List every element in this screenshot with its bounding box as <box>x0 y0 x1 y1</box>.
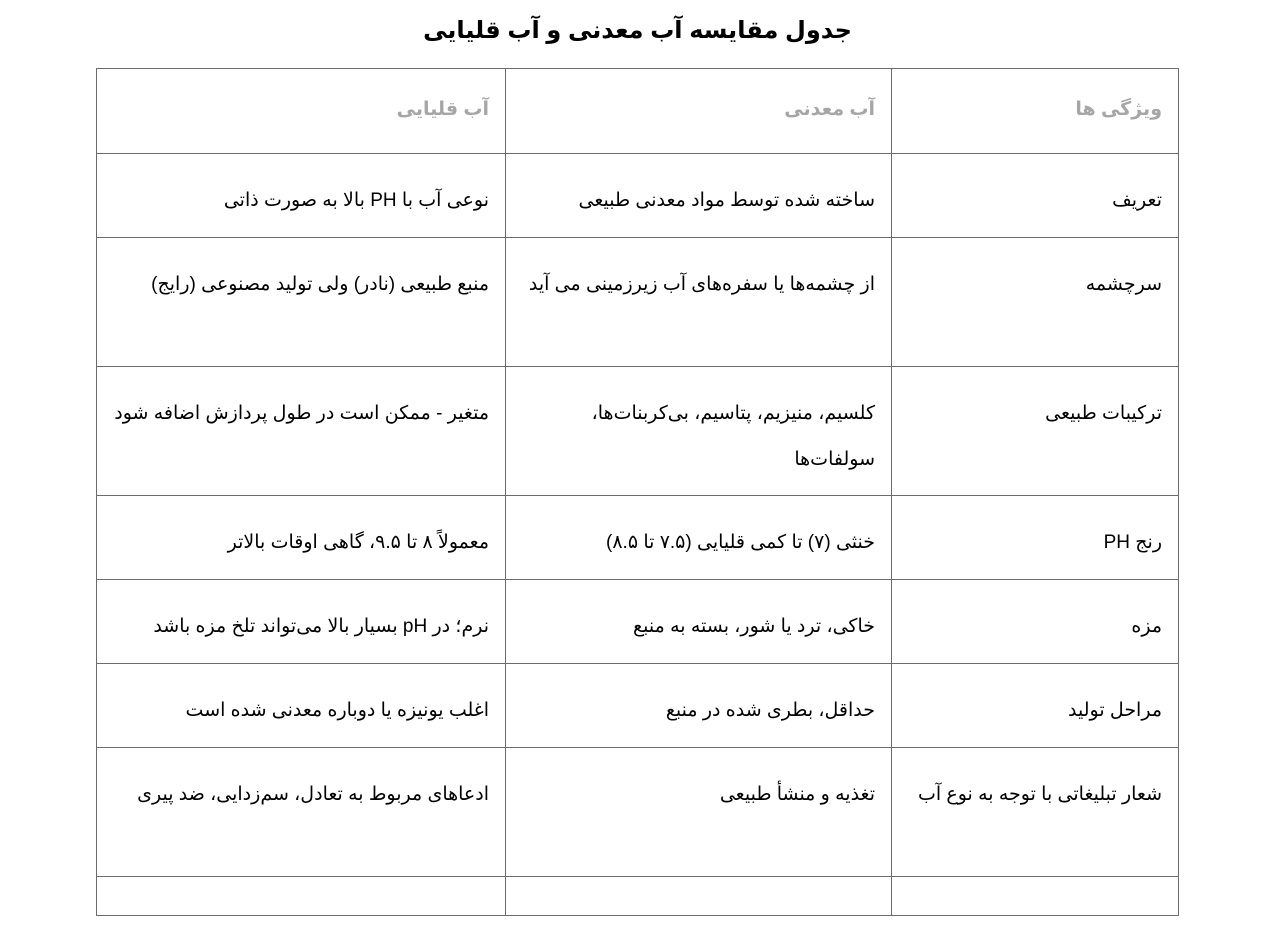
cell-feature: تعریف <box>892 154 1179 238</box>
table-row-slogan <box>97 748 1179 877</box>
cell-mineral: کلسیم، منیزیم، پتاسیم، بی‌کربنات‌ها، سولفات‌ها <box>506 367 892 496</box>
cell-feature: سرچشمه <box>892 238 1179 367</box>
cell-empty <box>97 877 506 916</box>
cell-alkaline: نرم؛ در pH بسیار بالا می‌تواند تلخ مزه باشد <box>97 580 506 664</box>
table-header-row <box>97 69 1179 154</box>
table-row-production <box>97 664 1179 748</box>
table-row-taste <box>97 580 1179 664</box>
table-row-source <box>97 238 1179 367</box>
cell-feature: مراحل تولید <box>892 664 1179 748</box>
cell-mineral: خنثی (۷) تا کمی قلیایی (۷.۵ تا ۸.۵) <box>506 496 892 580</box>
cell-alkaline: نوعی آب با PH بالا به صورت ذاتی <box>97 154 506 238</box>
cell-mineral: حداقل، بطری شده در منبع <box>506 664 892 748</box>
cell-mineral: از چشمه‌ها یا سفره‌های آب زیرزمینی می آید <box>506 238 892 367</box>
cell-feature: مزه <box>892 580 1179 664</box>
table-row-definition <box>97 154 1179 238</box>
table-row-empty <box>97 877 1179 916</box>
comparison-table <box>96 68 1179 916</box>
cell-alkaline: معمولاً ۸ تا ۹.۵، گاهی اوقات بالاتر <box>97 496 506 580</box>
header-mineral-water: آب معدنی <box>506 69 892 154</box>
cell-mineral: ساخته شده توسط مواد معدنی طبیعی <box>506 154 892 238</box>
cell-feature: ترکیبات طبیعی <box>892 367 1179 496</box>
cell-alkaline: ادعاهای مربوط به تعادل، سم‌زدایی، ضد پیری <box>97 748 506 877</box>
table-row-ph-range <box>97 496 1179 580</box>
cell-feature: شعار تبلیغاتی با توجه به نوع آب <box>892 748 1179 877</box>
cell-empty <box>892 877 1179 916</box>
cell-mineral: تغذیه و منشأ طبیعی <box>506 748 892 877</box>
page-title: جدول مقایسه آب معدنی و آب قلیایی <box>423 17 852 44</box>
cell-mineral: خاکی، ترد یا شور، بسته به منبع <box>506 580 892 664</box>
header-feature: ویژگی ها <box>892 69 1179 154</box>
table-row-composition <box>97 367 1179 496</box>
cell-alkaline: اغلب یونیزه یا دوباره معدنی شده است <box>97 664 506 748</box>
cell-alkaline: منبع طبیعی (نادر) ولی تولید مصنوعی (رایج) <box>97 238 506 367</box>
cell-alkaline: متغیر - ممکن است در طول پردازش اضافه شود <box>97 367 506 496</box>
cell-feature: رنج PH <box>892 496 1179 580</box>
cell-empty <box>506 877 892 916</box>
header-alkaline-water: آب قلیایی <box>97 69 506 154</box>
